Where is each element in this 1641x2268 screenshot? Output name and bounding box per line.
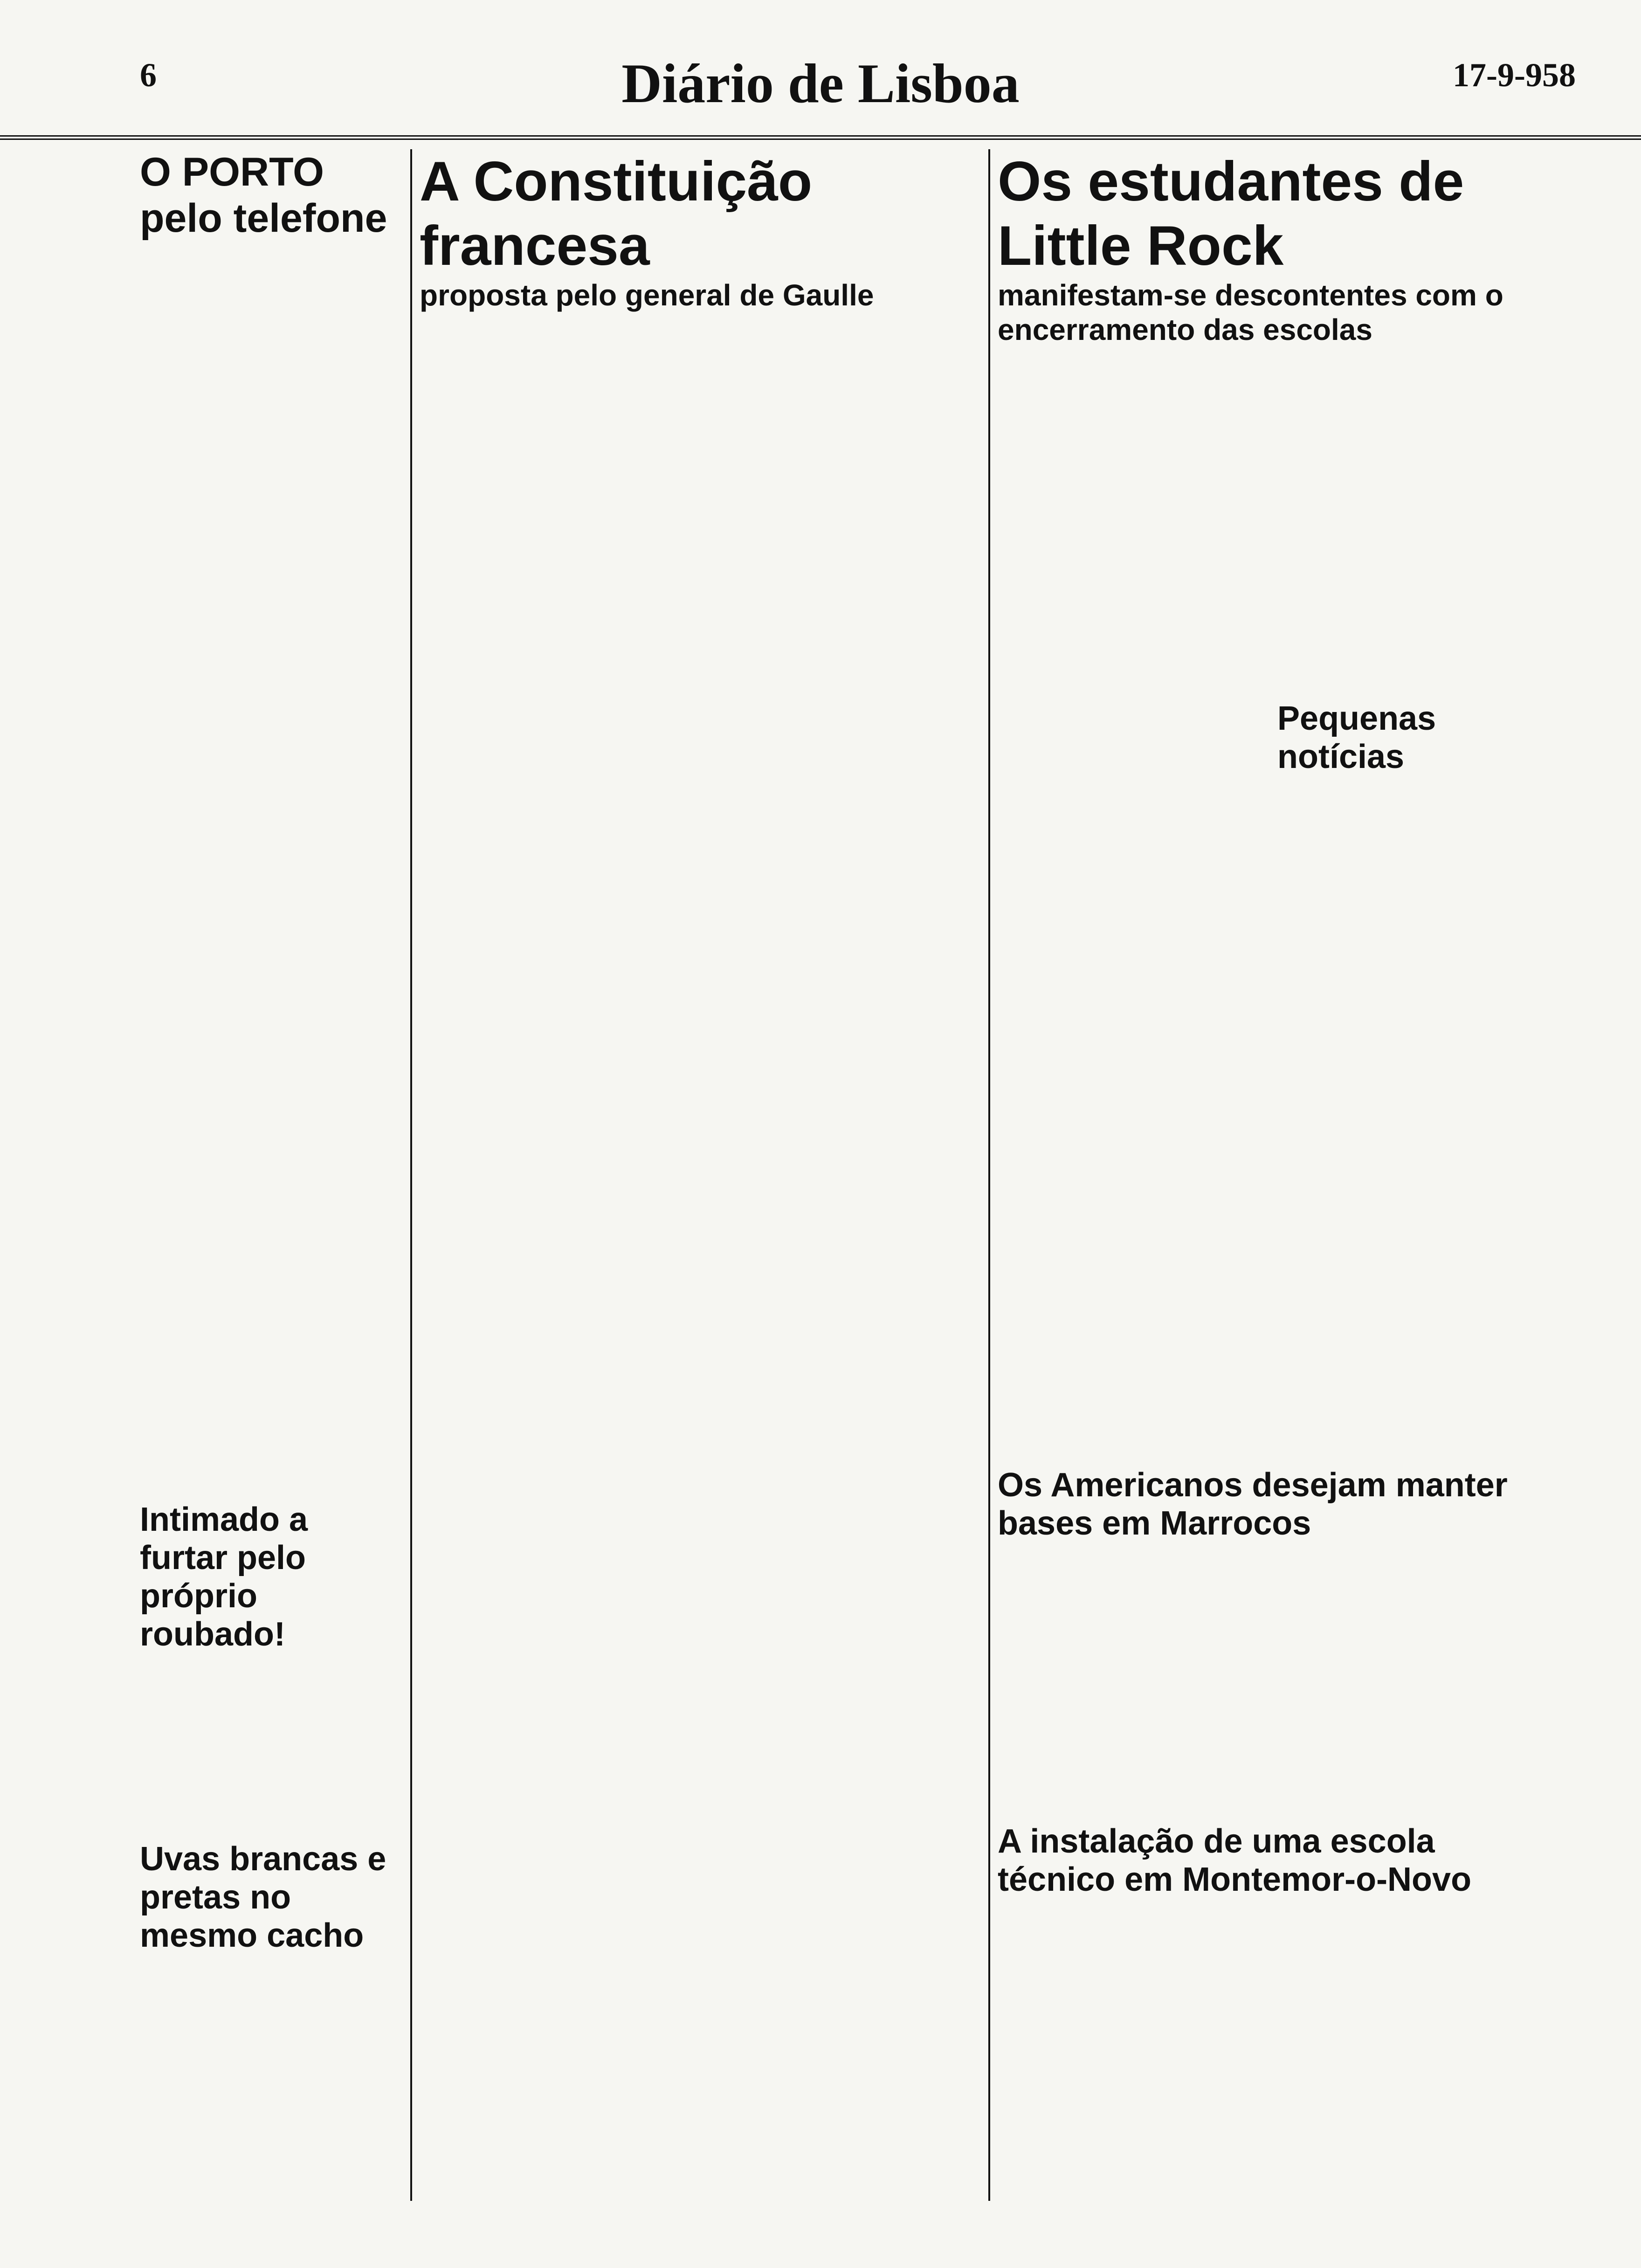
column-rule <box>410 149 412 2201</box>
column-3 <box>998 149 1557 1899</box>
column-rule <box>988 149 990 2201</box>
issue-date: 17-9-958 <box>1453 56 1576 94</box>
column-1 <box>140 149 401 1955</box>
column-2 <box>420 149 979 312</box>
headline-col3: Os estudantes de Little Rock <box>998 150 1464 277</box>
headline-col2: A Constituição francesa <box>420 150 813 277</box>
headline-col1-sub1: Intimado a furtar pelo próprio roubado! <box>140 1501 308 1653</box>
headline-col1: O PORTO pelo telefone <box>140 150 387 241</box>
headline-col4: Pequenas notícias <box>1277 700 1436 775</box>
deck-col3: manifestam-se descontentes com o encerramento das escolas <box>998 278 1503 346</box>
page-number: 6 <box>140 56 157 94</box>
masthead <box>0 0 1641 140</box>
headline-col1-sub2: Uvas brancas e pretas no mesmo cacho <box>140 1840 386 1954</box>
deck-col2: proposta pelo general de Gaulle <box>420 278 874 312</box>
newspaper-name: Diário de Lisboa <box>621 52 1020 114</box>
headline-col3-sub1: Os Americanos desejam manter bases em Marrocos <box>998 1466 1508 1542</box>
column-4 <box>1277 699 1557 776</box>
headline-col3-sub2: A instalação de uma escola técnico em Montemor-o-Novo <box>998 1823 1472 1898</box>
